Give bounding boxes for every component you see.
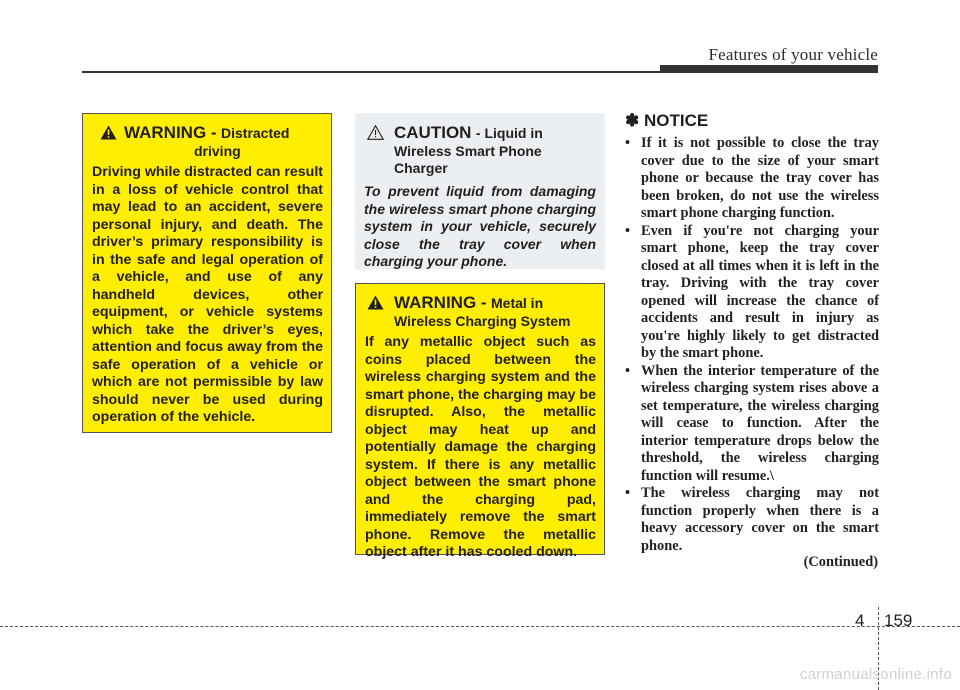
notice-list: [625, 135, 879, 555]
caution-liquid-body: To prevent liquid from damaging the wireless smart phone charging system in your vehicle, securely close the tray cover when charging your phone.: [364, 183, 596, 269]
page-number: 159: [884, 611, 913, 630]
warning-distracted-box: [82, 113, 332, 433]
notice-item: [625, 135, 879, 223]
header-rule-accent: [660, 65, 878, 73]
warning-triangle-icon: [100, 125, 117, 140]
warning-triangle-icon: [367, 295, 384, 310]
chapter-number: 4: [855, 611, 865, 630]
warning-distracted-body: Driving while distracted can result in a loss of vehicle control that may lead to an accident, severe personal injury, and death. The driver’s primary responsibility is in the safe and legal operation of a vehicle, and use of any handheld devices, other equipment, or vehicle systems which take the driver’s eyes, attention and focus away from the safe operation of a vehicle or which are not permissible by law should never be used during operation of the vehicle.: [92, 164, 324, 425]
caution-subtitle-line3: Charger: [394, 160, 448, 176]
warning-metal-box: [355, 283, 605, 560]
footer-rule: [0, 626, 960, 627]
watermark: carmanualsonline.info: [799, 666, 952, 683]
notice-item-text: If it is not possible to close the tray cover due to the size of your smart phone or because the tray cover has been broken, do not use the wireless smart phone charging function.: [641, 135, 879, 221]
caution-label: CAUTION: [394, 123, 472, 142]
warning-subtitle-cont: driving: [194, 143, 241, 159]
warning-label: WARNING -: [394, 293, 487, 312]
notice-item-text: The wireless charging may not function properly when there is a heavy accessory cover on the smart phone.: [641, 485, 879, 554]
notice-item-text: Even if you're not charging your smart phone, keep the tray cover closed at all times when it is left in the tray. Driving with the tray cover opened will increase the chance of accidents and result in injury as you're highly likely to get distracted by the smart phone.: [641, 222, 879, 361]
section-title: Features of your vehicle: [708, 45, 878, 64]
warning-subtitle-cont: Wireless Charging System: [394, 313, 571, 329]
notice-item: [625, 485, 879, 555]
continued-label: (Continued): [803, 554, 878, 570]
bullet: •: [625, 362, 631, 379]
caution-triangle-icon: [367, 125, 384, 140]
warning-metal-header: [365, 293, 596, 330]
caution-subtitle-line2: Wireless Smart Phone: [394, 143, 542, 159]
caution-subtitle: - Liquid in: [475, 125, 543, 141]
caution-liquid-header: [364, 123, 596, 177]
notice-item-text: When the interior temperature of the wireless charging system rises above a set temperature, the wireless charging will cease to function. After the interior temperature drops below the threshold, the wireless charging function will resume.\: [641, 362, 879, 484]
caution-liquid-box: [355, 113, 605, 269]
warning-subtitle: Distracted: [221, 125, 290, 141]
warning-label: WARNING -: [124, 123, 217, 142]
bullet: •: [625, 135, 631, 151]
warning-distracted-header: [92, 123, 323, 160]
warning-metal-body: If any metallic object such as coins placed between the wireless charging system and the smart phone, the charging may be disrupted. Also, the metallic object may heat up and potentially damage the charging system. If there is any metallic object between the smart phone and the charging pad, immediately remove the smart phone. Remove the metallic object after it has cooled down.: [365, 334, 596, 560]
bullet: •: [625, 222, 631, 239]
notice-item: [625, 223, 879, 363]
notice-title: ✽ NOTICE: [625, 111, 709, 130]
notice-item: [625, 363, 879, 486]
bullet: •: [625, 485, 631, 501]
warning-subtitle: Metal in: [491, 295, 544, 311]
